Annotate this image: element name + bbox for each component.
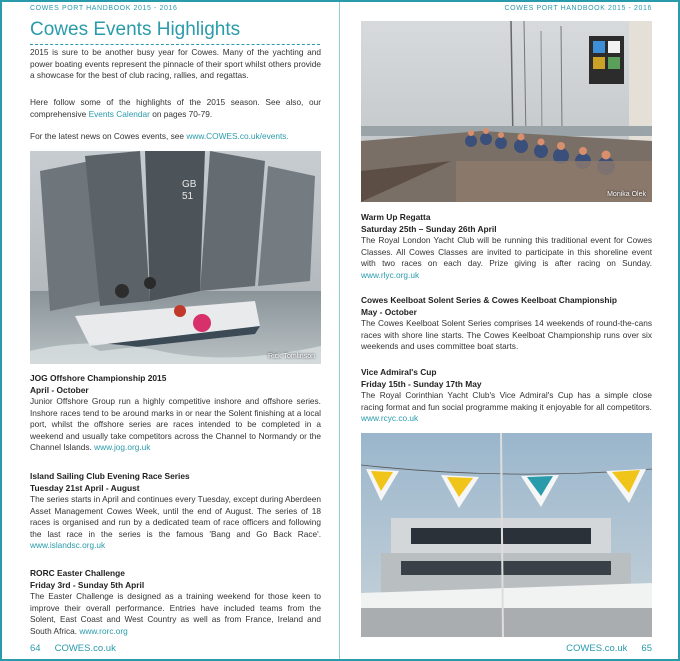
- footer-site-left[interactable]: COWES.co.uk: [54, 643, 116, 654]
- event-body: [30, 494, 321, 552]
- svg-text:51: 51: [182, 191, 194, 202]
- jog-link[interactable]: www.jog.org.uk: [94, 442, 151, 452]
- event-date: May - October: [361, 306, 417, 317]
- event-date: Saturday 25th – Sunday 26th April: [361, 223, 497, 234]
- event-vice-admirals-cup: [361, 367, 652, 425]
- rcyc-link[interactable]: www.rcyc.co.uk: [361, 413, 419, 423]
- event-title: RORC Easter Challenge: [30, 568, 125, 578]
- rlyc-link[interactable]: www.rlyc.org.uk: [361, 269, 420, 280]
- event-body: [361, 390, 652, 425]
- footer-left: [30, 643, 116, 654]
- yacht-photo-image: [361, 433, 652, 637]
- yacht-bunting-photo: [361, 433, 652, 637]
- event-title: Vice Admiral's Cup: [361, 367, 437, 377]
- intro-p3-text: For the latest news on Cowes events, see: [30, 131, 187, 141]
- intro-paragraph-1: 2015 is sure to be another busy year for Cowes. Many of the yachting and power boating events represent the pinnacle of their sport whilst others provide a showcase for the best of club racing, rallies, and regattas.: [30, 47, 321, 81]
- event-warm-up-regatta: [361, 212, 652, 281]
- photo-credit-crowd: Monika Olek: [607, 191, 646, 198]
- islandsc-link[interactable]: www.islandsc.org.uk: [30, 540, 106, 550]
- intro-paragraph-2: [30, 97, 321, 120]
- events-calendar-link[interactable]: Events Calendar: [88, 108, 150, 119]
- sailing-photo: [30, 151, 321, 364]
- intro-p2-suffix: on pages 70-79.: [149, 108, 213, 119]
- event-date: April - October: [30, 384, 89, 395]
- spine-divider: [339, 0, 340, 661]
- event-body: [30, 591, 321, 637]
- event-description: The Royal Corinthian Yacht Club's Vice Admiral's Cup has a simple close racing format and fun social programme making it enjoyable for all competitors.: [361, 390, 652, 412]
- page-number-right: 65: [641, 643, 652, 654]
- event-island-sailing: [30, 471, 321, 552]
- rorc-link[interactable]: www.rorc.org: [79, 625, 128, 636]
- page-number-left: 64: [30, 643, 41, 654]
- event-description: The Royal London Yacht Club will be running this traditional event for Cowes Classes. All Cowes Classes are invited to participate in this shoreline event with two races on each day. Prize giving is after racing on Sunday.: [361, 235, 652, 268]
- cowes-events-link[interactable]: www.COWES.co.uk/events.: [186, 131, 289, 141]
- event-rorc-easter: [30, 568, 321, 637]
- event-body: The Cowes Keelboat Solent Series comprises 14 weekends of round-the-cans races with shore line starts. The Cowes Keelboat Championship runs over six weekends and uses committee boat starts.: [361, 318, 652, 351]
- intro-p2-text: Here follow some of the highlights of the 2015 season. See also, our comprehensive: [30, 97, 321, 119]
- event-description: Junior Offshore Group run a highly competitive inshore and offshore series. Inshore races tend to be around marks in or near the Solent finishing at a local port, whilst the offshore series are races intended to be completed in a weekend and usually take competitors across the Channel to Normandy or the Channel Islands.: [30, 396, 321, 452]
- event-title: Island Sailing Club Evening Race Series: [30, 471, 190, 481]
- event-body: [361, 235, 652, 281]
- event-keelboat-series: [361, 295, 652, 353]
- event-title: JOG Offshore Championship 2015: [30, 373, 167, 383]
- running-header-right: COWES PORT HANDBOOK 2015 - 2016: [504, 5, 652, 12]
- event-description: The Easter Challenge is designed as a training weekend for those keen to improve their overall performance. Entries have included teams from the Solent, East Coast and West Country as well as from France, Ireland and South Africa.: [30, 591, 321, 636]
- photo-credit-sailing: Rick Tomlinson: [268, 353, 315, 360]
- page-title: Cowes Events Highlights: [30, 19, 320, 45]
- crowd-photo: [361, 21, 652, 202]
- event-date: Friday 3rd - Sunday 5th April: [30, 579, 145, 590]
- footer-site-right[interactable]: COWES.co.uk: [566, 643, 628, 654]
- event-body: [30, 396, 321, 454]
- event-title: Cowes Keelboat Solent Series & Cowes Keelboat Championship: [361, 295, 617, 305]
- running-header-left: COWES PORT HANDBOOK 2015 - 2016: [30, 5, 178, 12]
- crowd-photo-image: [361, 21, 652, 202]
- event-date: Friday 15th - Sunday 17th May: [361, 378, 482, 389]
- intro-paragraph-3: [30, 131, 321, 143]
- page-frame-top: [0, 0, 680, 2]
- event-title: Warm Up Regatta: [361, 212, 431, 222]
- footer-right: [566, 643, 652, 654]
- event-date: Tuesday 21st April - August: [30, 482, 140, 493]
- svg-text:GB: GB: [182, 179, 197, 190]
- page-frame-left: [0, 0, 2, 661]
- sailing-photo-image: [30, 151, 321, 364]
- event-jog-offshore: [30, 373, 321, 454]
- event-description: The series starts in April and continues every Tuesday, except during Aberdeen Asset Management Cowes Week, until the end of August. The series of 18 races is organised and run by a dedicated team of race officers and following the last race in the series is the famous 'Bang and Go Back Race'.: [30, 494, 321, 539]
